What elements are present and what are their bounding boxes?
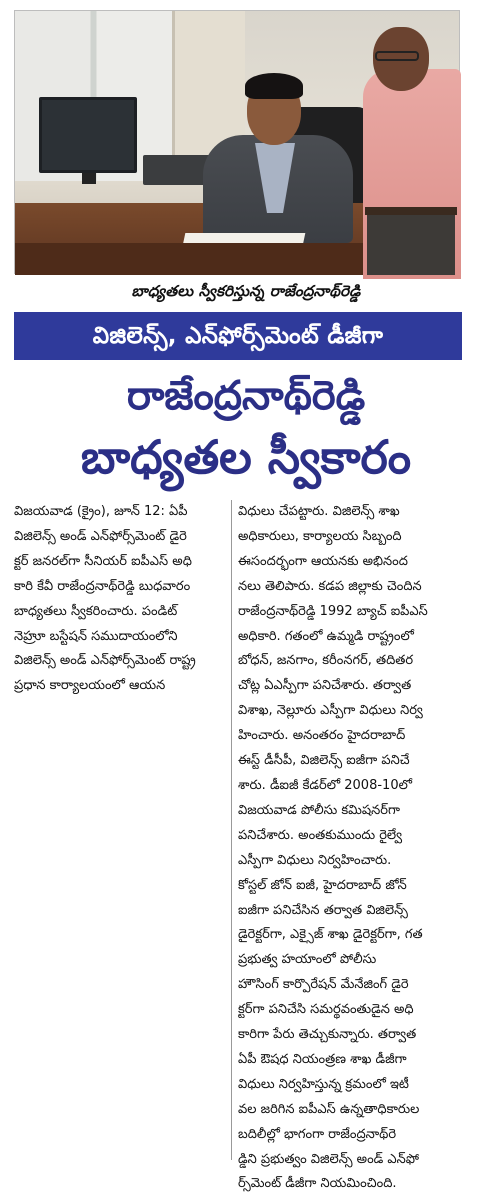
article-line: విధులు నిర్వహిస్తున్న క్రమంలో ఇటీ: [238, 1076, 409, 1092]
article-line: ఎస్పీగా విధులు నిర్వహించారు.: [238, 852, 392, 868]
article-line: శారు. డీఐజీ కేడర్‌లో 2008-10లో: [238, 777, 412, 793]
article-line: అధికారి. గతంలో ఉమ్మడి రాష్ట్రంలో: [238, 628, 414, 644]
article-line: చోట్ల ఏఎస్పీగా పనిచేశారు. తర్వాత: [238, 678, 412, 694]
article-line: ఈస్ట్‌ డీసీపీ, విజిలెన్స్‌ ఐజీగా పనిచే: [238, 753, 410, 769]
article-line: విజిలెన్స్‌ అండ్‌ ఎన్‌ఫోర్స్‌మెంట్‌ డైరె: [14, 528, 187, 544]
article-line: నలు తెలిపారు. కడప జిల్లాకు చెందిన: [238, 578, 422, 594]
photo-seated-officer-hair: [245, 73, 303, 99]
photo-standing-man-belt: [365, 207, 457, 215]
article-line: ఏపీ ఔషధ నియంత్రణ శాఖ డీజీగా: [238, 1051, 407, 1067]
article-line: బోధన్‌, జనగాం, కరీంనగర్‌, తదితర: [238, 653, 414, 669]
article-line: బాధ్యతలు స్వీకరించారు. పండిట్‌: [14, 603, 178, 619]
article-line: ఈసందర్భంగా ఆయనకు అభినంద: [238, 553, 408, 569]
article-line: నెహ్రూ బస్టేషన్‌ సముదాయంలోని: [14, 628, 178, 644]
article-line: ఐజీగా పనిచేసిన తర్వాత విజిలెన్స్‌: [238, 902, 408, 918]
article-line: క్టర్‌ జనరల్‌గా సీనియర్‌ ఐపీఎస్‌ అధి: [14, 553, 192, 569]
photo-standing-man-glasses: [375, 51, 419, 61]
article-line: పనిచేశారు. అంతకుముందు రైల్వే: [238, 827, 403, 843]
article-line: రాజేంద్రనాథ్‌రెడ్డి 1992 బ్యాచ్‌ ఐపీఎస్‌: [238, 603, 428, 619]
article-line: విజిలెన్స్‌ అండ్‌ ఎన్‌ఫోర్స్‌మెంట్‌ రాష్ట్ర: [14, 653, 196, 669]
article-line: అధికారులు, కార్యాలయ సిబ్బంది: [238, 528, 402, 544]
article-line: క్టర్‌గా పనిచేసి సమర్థవంతుడైన అధి: [238, 1002, 414, 1018]
article-line: కారిగా పేరు తెచ్చుకున్నారు. తర్వాత: [238, 1027, 417, 1043]
headline-line-1: రాజేంద్రనాథ్‌రెడ్డి: [126, 373, 366, 419]
article-line: విశాఖ, నెల్లూరు ఎస్పీగా విధులు నిర్వ: [238, 703, 423, 719]
photo-standing-man-legs: [367, 215, 455, 275]
article-line: విధులు చేపట్టారు. విజిలెన్స్‌ శాఖ: [238, 504, 400, 519]
article-line: ప్రభుత్వ హయాంలో పోలీసు: [238, 952, 377, 968]
news-photo: [14, 10, 460, 274]
article-line: డైరెక్టర్‌గా, ఎక్సైజ్‌ శాఖ డైరెక్టర్‌గా, గత: [238, 927, 423, 943]
article-column-right: [238, 500, 466, 1197]
article-line: కోస్టల్‌ జోన్‌ ఐజీ, హైదరాబాద్‌ జోన్‌: [238, 877, 407, 893]
headline-line-2: బాధ్యతల స్వీకారం: [80, 430, 412, 484]
article-column-left: [14, 500, 226, 699]
article-line: హౌసింగ్‌ కార్పొరేషన్‌ మేనేజింగ్‌ డైరె: [238, 977, 409, 993]
article-line: బదిలీల్లో భాగంగా రాజేంద్రనాథ్‌రె: [238, 1126, 397, 1142]
article-line: విజయవాడ పోలీసు కమిషనర్‌గా: [238, 802, 400, 818]
article-line: ర్స్‌మెంట్‌ డీజీగా నియమించింది.: [238, 1176, 397, 1192]
article-line: వల జరిగిన ఐపీఎస్‌ ఉన్నతాధికారుల: [238, 1101, 420, 1117]
column-divider: [231, 500, 232, 1160]
article-line: కారి కేవీ రాజేంద్రనాథ్‌రెడ్డి బుధవారం: [14, 578, 191, 594]
article-line: డ్డిని ప్రభుత్వం విజిలెన్స్‌ అండ్‌ ఎన్‌ఫో: [238, 1151, 420, 1167]
article-line: ప్రధాన కార్యాలయంలో ఆయన: [14, 678, 166, 694]
photo-printer: [143, 155, 211, 185]
headline-banner: విజిలెన్స్‌, ఎన్‌ఫోర్స్‌మెంట్‌ డీజీగా: [14, 312, 462, 360]
article-line: విజయవాడ (క్రైం), జూన్‌ 12: ఏపీ: [14, 504, 188, 519]
photo-monitor: [39, 97, 137, 173]
photo-caption: బాధ్యతలు స్వీకరిస్తున్న రాజేంద్రనాథ్‌రెడ్డి: [131, 282, 361, 300]
article-line: హించారు. అనంతరం హైదరాబాద్‌: [238, 728, 406, 744]
